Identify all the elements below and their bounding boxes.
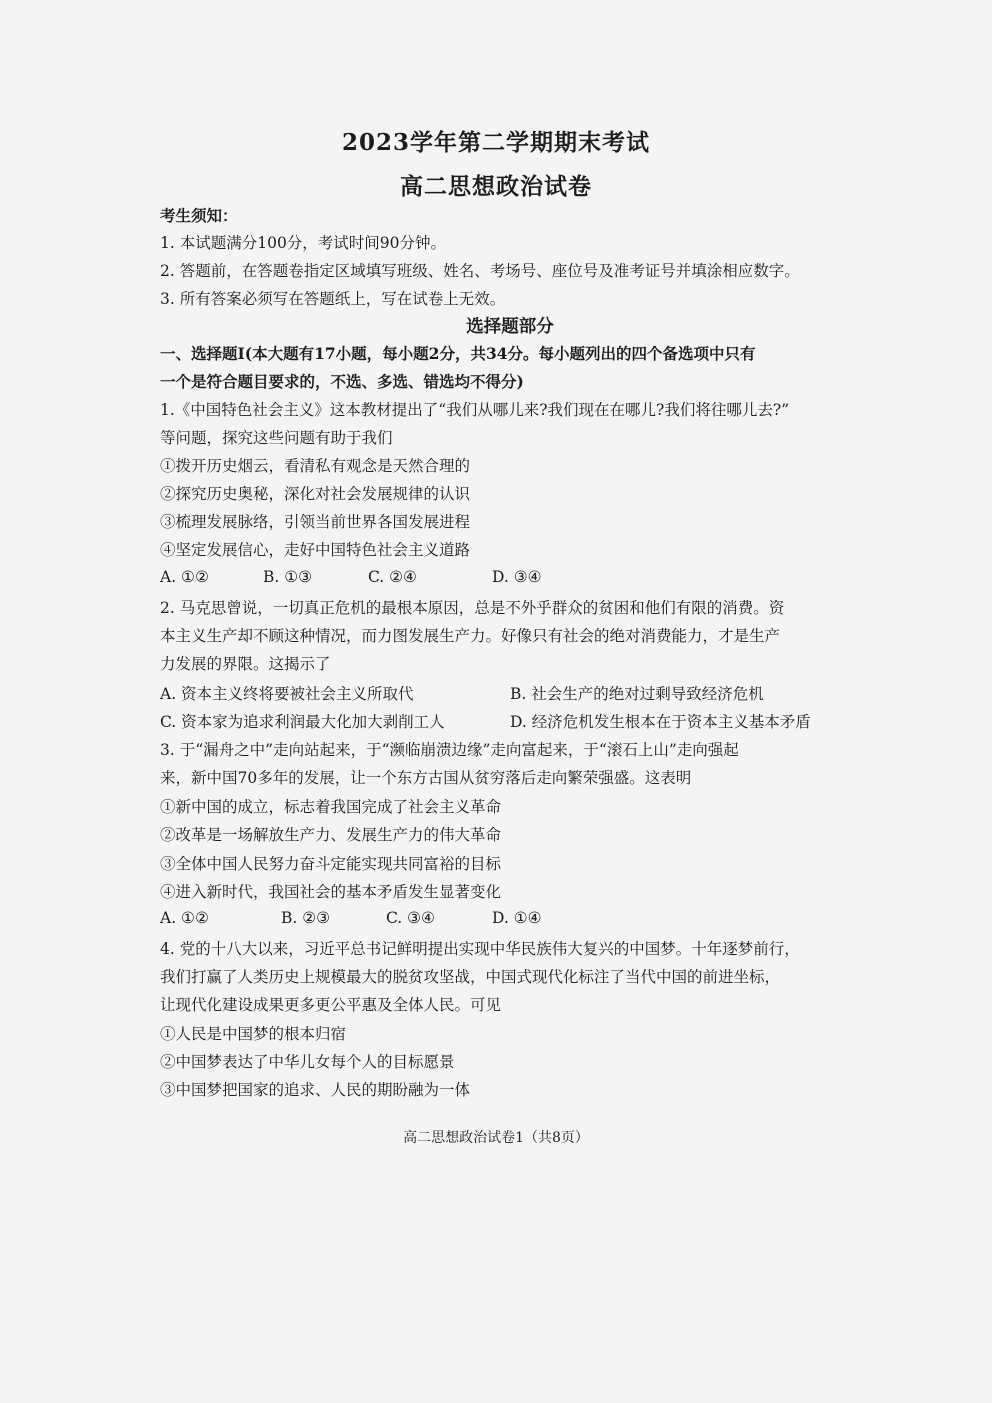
question-stem: 本主义生产却不顾这种情况，而力图发展生产力。好像只有社会的绝对消费能力，才是生产 [160,627,781,645]
exam-title: 2023学年第二学期期末考试 [341,129,650,156]
section-title: 选择题部分 [466,317,554,337]
answer-option: C. ②④ [368,568,417,586]
question-stem: 等问题，探究这些问题有助于我们 [160,429,393,447]
part-heading: 一、选择题Ⅰ(本大题有17小题，每小题2分，共34分。每小题列出的四个备选项中只有 [160,344,756,363]
answer-option: D. 经济危机发生根本在于资本主义基本矛盾 [510,713,811,731]
statement: ②中国梦表达了中华儿女每个人的目标愿景 [160,1053,455,1071]
answer-option: A. ①② [160,909,209,927]
question-stem: 我们打赢了人类历史上规模最大的脱贫攻坚战，中国式现代化标注了当代中国的前进坐标， [160,968,781,986]
statement: ④坚定发展信心，走好中国特色社会主义道路 [160,541,471,559]
answer-option: B. ②③ [281,909,331,927]
answer-option: B. ①③ [263,568,313,586]
answer-option: C. ③④ [386,909,435,927]
question-stem: 让现代化建设成果更多更公平惠及全体人民。可见 [160,996,502,1014]
question-stem: 2. 马克思曾说，一切真正危机的最根本原因，总是不外乎群众的贫困和他们有限的消费。资 [160,599,785,617]
statement: ④进入新时代，我国社会的基本矛盾发生显著变化 [160,883,502,901]
question-stem: 3. 于“漏舟之中”走向站起来，于“濒临崩溃边缘”走向富起来，于“滚石上山”走向强起 [160,741,739,759]
part-heading: 一个是符合题目要求的，不选、多选、错选均不得分) [160,372,524,391]
question-stem: 4. 党的十八大以来，习近平总书记鲜明提出实现中华民族伟大复兴的中国梦。十年逐梦前行， [160,940,800,958]
notice-item: 2. 答题前，在答题卷指定区域填写班级、姓名、考场号、座位号及准考证号并填涂相应数字。 [160,262,800,280]
statement: ②探究历史奥秘，深化对社会发展规律的认识 [160,485,471,503]
question-stem: 1.《中国特色社会主义》这本教材提出了“我们从哪儿来?我们现在在哪儿?我们将往哪儿去?” [160,401,790,419]
statement: ③全体中国人民努力奋斗定能实现共同富裕的目标 [160,855,502,873]
answer-option: A. 资本主义终将要被社会主义所取代 [160,685,414,703]
answer-option: C. 资本家为追求利润最大化加大剥削工人 [160,713,445,731]
statement: ①人民是中国梦的根本归宿 [160,1025,347,1043]
answer-option: D. ①④ [492,909,542,927]
answer-option: D. ③④ [492,568,542,586]
notice-item: 3. 所有答案必须写在答题纸上，写在试卷上无效。 [160,290,506,308]
statement: ③梳理发展脉络，引领当前世界各国发展进程 [160,513,471,531]
answer-option: B. 社会生产的绝对过剩导致经济危机 [510,685,764,703]
statement: ①新中国的成立，标志着我国完成了社会主义革命 [160,798,502,816]
statement: ①拨开历史烟云，看清私有观念是天然合理的 [160,457,471,475]
notice-item: 1. 本试题满分100分，考试时间90分钟。 [160,234,447,252]
page-footer: 高二思想政治试卷1（共8页） [403,1130,589,1146]
exam-subtitle: 高二思想政治试卷 [400,173,592,200]
answer-option: A. ①② [160,568,209,586]
question-stem: 力发展的界限。这揭示了 [160,655,331,673]
notice-heading: 考生须知： [160,206,238,225]
statement: ②改革是一场解放生产力、发展生产力的伟大革命 [160,826,502,844]
statement: ③中国梦把国家的追求、人民的期盼融为一体 [160,1081,471,1099]
question-stem: 来，新中国70多年的发展，让一个东方古国从贫穷落后走向繁荣强盛。这表明 [160,769,692,787]
